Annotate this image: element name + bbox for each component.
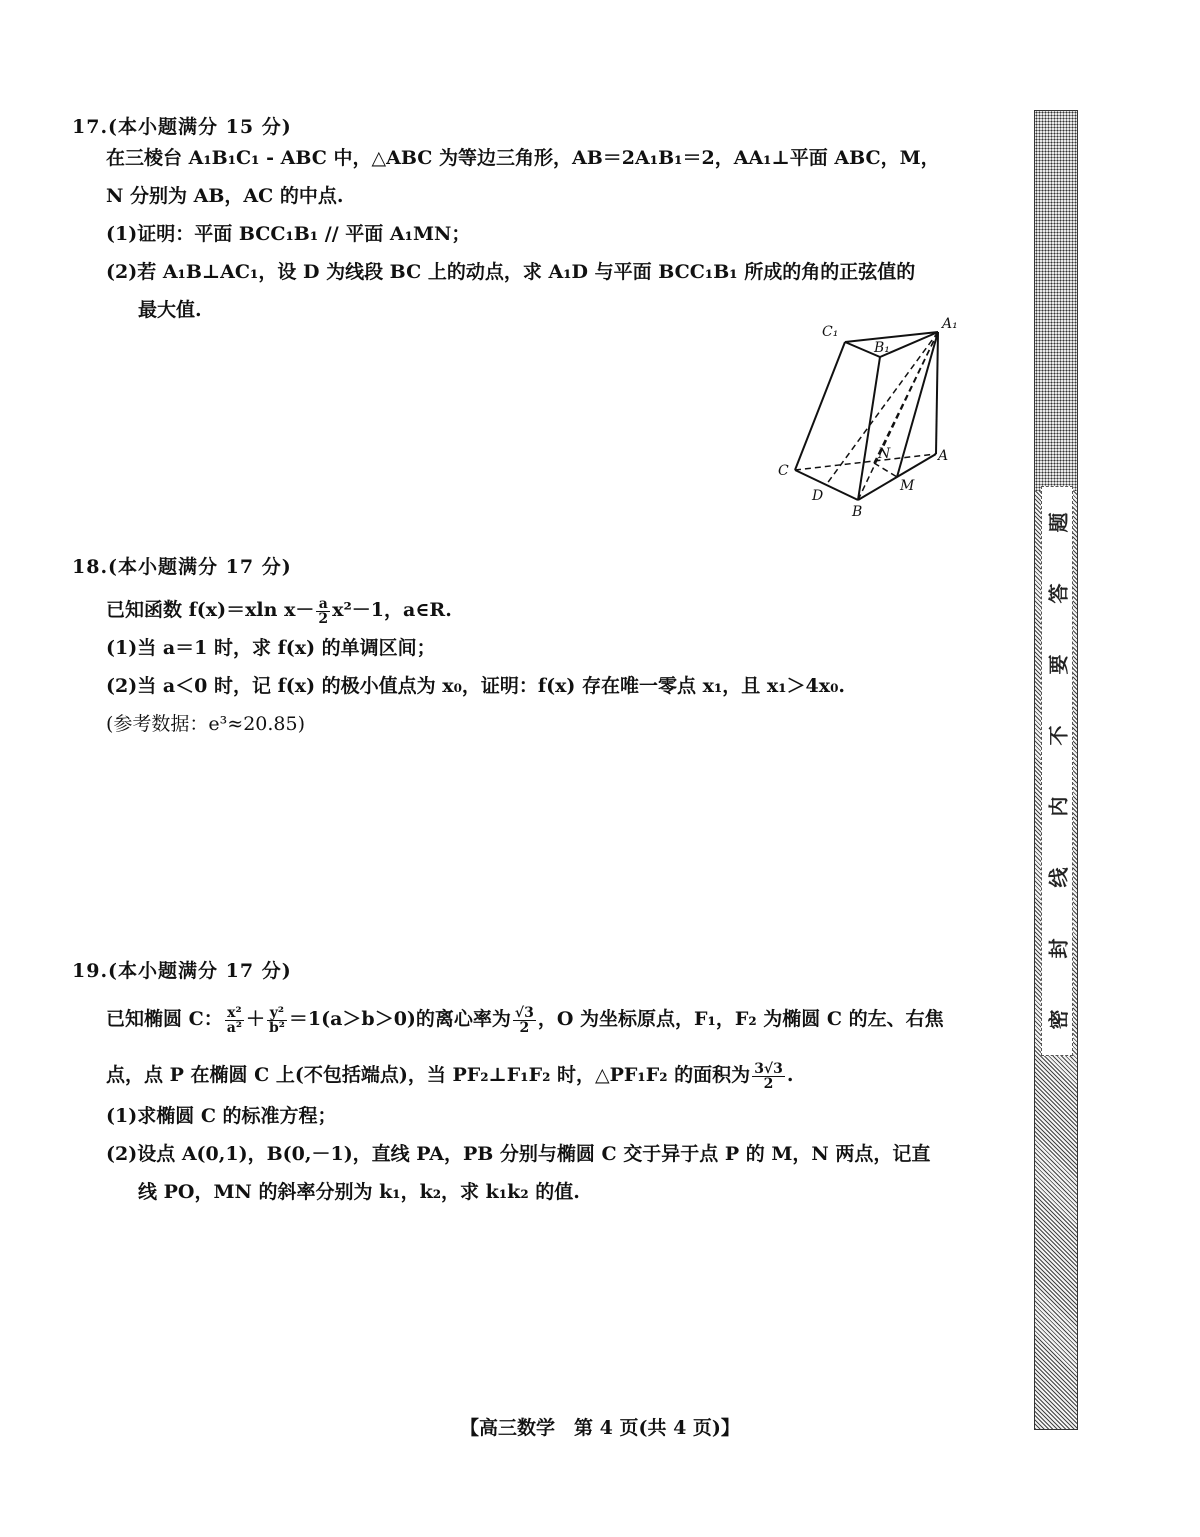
- q17-part1: (1)证明：平面 BCC₁B₁ // 平面 A₁MN；: [106, 223, 471, 245]
- q18-part1: (1)当 a＝1 时，求 f(x) 的单调区间；: [106, 637, 436, 659]
- label-n: N: [878, 446, 891, 462]
- fraction-3sqrt3-over-2: $\frac{3√3}{2}$: [754, 1060, 783, 1092]
- q19-part1: (1)求椭圆 C 的标准方程；: [106, 1105, 337, 1127]
- question-19: [72, 956, 972, 1211]
- q19-part2-line1: (2)设点 A(0,1)，B(0,－1)，直线 PA，PB 分别与椭圆 C 交于异于点 P 的 M，N 两点，记直: [106, 1143, 931, 1165]
- q18-heading: 18.(本小题满分 17 分): [72, 556, 292, 578]
- label-a1: A₁: [942, 316, 958, 332]
- q18-part2: (2)当 a＜0 时，记 f(x) 的极小值点为 x₀，证明：f(x) 存在唯一零点 x₁，且 x₁＞4x₀.: [106, 675, 846, 697]
- seal-char-3: 要: [1046, 654, 1071, 675]
- question-18: [72, 552, 972, 743]
- label-b: B: [852, 504, 863, 520]
- q19-part2-line2: 线 PO，MN 的斜率分别为 k₁，k₂，求 k₁k₂ 的值.: [138, 1181, 580, 1203]
- seal-char-5: 内: [1046, 796, 1071, 817]
- seal-strip: [1034, 110, 1078, 1430]
- q19-heading: 19.(本小题满分 17 分): [72, 960, 292, 982]
- q18-func-pre: 已知函数 f(x)＝xln x－: [106, 599, 315, 621]
- frustum-figure: [770, 312, 980, 522]
- seal-char-4: 不: [1046, 725, 1071, 746]
- label-a: A: [938, 448, 949, 464]
- q17-part2-line2: 最大值.: [138, 299, 202, 321]
- fraction-sqrt3-over-2: $\frac{√3}{2}$: [514, 1004, 534, 1036]
- q17-part2-line1: (2)若 A₁B⊥AC₁，设 D 为线段 BC 上的动点，求 A₁D 与平面 BCC₁B₁ 所成的角的正弦值的: [106, 261, 916, 283]
- q17-stem-line2: N 分别为 AB，AC 的中点.: [106, 185, 344, 207]
- label-d: D: [812, 488, 824, 504]
- seal-char-1: 题: [1046, 512, 1071, 533]
- q17-heading: 17.(本小题满分 15 分): [72, 116, 292, 138]
- q17-stem-line1: 在三棱台 A₁B₁C₁ - ABC 中，△ABC 为等边三角形，AB＝2A₁B₁＝2，AA₁⊥平面 ABC，M，: [106, 147, 940, 169]
- seal-warning-box: [1041, 486, 1073, 1056]
- q19-stem-line2: 点，点 P 在椭圆 C 上(不包括端点)，当 PF₂⊥F₁F₂ 时，△PF₁F₂ 的面积为 $\frac{3√3}{2}$ .: [106, 1060, 794, 1092]
- edge-c1c: [795, 342, 845, 470]
- label-c: C: [778, 463, 789, 479]
- seal-char-8: 密: [1046, 1009, 1071, 1030]
- seal-char-6: 线: [1046, 867, 1071, 888]
- label-c1: C₁: [822, 324, 839, 340]
- seal-char-7: 封: [1046, 938, 1071, 959]
- q19-stem-line1: 已知椭圆 C： $\frac{\text{x²}}{\text{a²}}$ ＋ $\frac{\text{y²}}{\text{b²}}$ ＝1(a＞b＞0)的离心率为 $\frac{√3}{2}$ ，O 为坐标原点，F₁，F₂ 为椭圆 C 的左、右焦: [106, 1004, 944, 1036]
- question-17: [72, 112, 972, 329]
- fraction-a-over-2: $\frac{a}{2}$: [318, 595, 329, 627]
- q18-reference-data: (参考数据：e³≈20.85): [106, 713, 305, 735]
- page-footer: 【高三数学 第 4 页(共 4 页)】: [460, 1417, 740, 1439]
- seal-strip-dotted: [1035, 111, 1077, 491]
- edge-a1a: [936, 332, 938, 454]
- q18-function-definition: [72, 591, 972, 629]
- label-m: M: [900, 478, 915, 494]
- edge-nm-hidden: [874, 463, 897, 477]
- seal-char-2: 答: [1046, 583, 1071, 604]
- fraction-x2-over-a2: $\frac{\text{x²}}{\text{a²}}$: [226, 1004, 242, 1036]
- label-b1: B₁: [874, 340, 890, 356]
- edge-cb: [795, 470, 858, 500]
- q18-func-post: x²－1，a∈R.: [332, 599, 452, 621]
- fraction-y2-over-b2: $\frac{\text{y²}}{\text{b²}}$: [268, 1004, 285, 1036]
